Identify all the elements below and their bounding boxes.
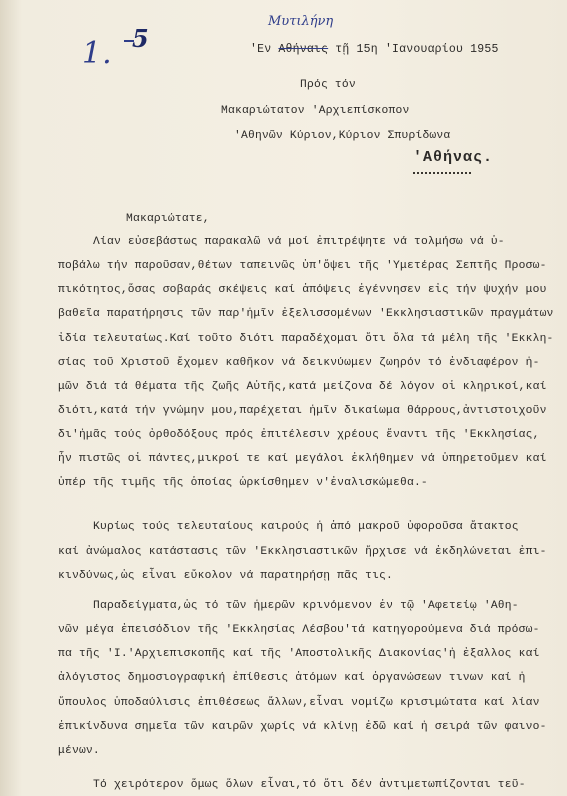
- body-line: ἰδία τελευταίως.Καί τοῦτο διότι παραδέχομαι ὅτι ὅλα τά μέλη τῆς 'Εκκλη-: [58, 333, 554, 345]
- body-line: Παραδείγματα,ὡς τό τῶν ἡμερῶν κρινόμενον ἐν τῷ 'Αφετείῳ 'Αθη-: [93, 600, 519, 612]
- body-line: διότι,κατά τήν γνώμην μου,παρέχεται ἡμῖν δικαίωμα θάρρους,ἀντιστοιχοῦν: [58, 405, 547, 417]
- recipient-city: 'Αθήνας.: [413, 149, 494, 166]
- body-line: ἐπικίνδυνα σημεῖα τῶν καιρῶν χωρίς νά κλίνῃ ἐδῶ καί ἡ σειρά τῶν φαινο-: [58, 721, 547, 733]
- recipient-line-2: Μακαριώτατον 'Αρχιεπίσκοπον: [221, 105, 410, 117]
- struck-place: Αθήναις: [278, 43, 329, 56]
- body-line: μῶν διά τά θέματα τῆς ζωῆς Αὐτῆς,κατά μείζονα δέ λόγον οἱ κληρικοί,καί: [58, 381, 547, 393]
- body-line: ἀλόγιστος δημοσιογραφική ἐπίθεσις ἀτόμων καί ὀργανώσεων τινων καί ἡ: [58, 672, 526, 684]
- folio-number: 1.: [82, 36, 113, 71]
- body-line: πικότητος,ὅσας σοβαράς σκέψεις καί ἀπόψεις ἐγέννησεν εἰς τήν ψυχήν μου: [58, 284, 547, 296]
- recipient-line-3: 'Αθηνῶν Κύριον,Κύριον Σπυρίδωνα: [234, 130, 451, 142]
- body-line: κινδύνως,ὡς εἶναι εὔκολον νά παρατηρήσῃ πᾶς τις.: [58, 570, 394, 582]
- recipient-line-1: Πρός τόν: [300, 79, 356, 91]
- body-line: δι'ἡμᾶς τούς ὀρθοδόξους πρός ἐπιτέλεσιν χρέους ἔναντι τῆς 'Εκκλησίας,: [58, 429, 540, 441]
- body-line: βαθεῖα παρατήρησις τῶν παρ'ἡμῖν ἐξελισσομένων 'Εκκλησιαστικῶν πραγμάτων: [58, 308, 554, 320]
- salutation: Μακαριώτατε,: [126, 213, 210, 225]
- body-line: Λίαν εὐσεβάστως παρακαλῶ νά μοί ἐπιτρέψητε νά τολμήσω νά ὑ-: [93, 236, 505, 248]
- body-line: Κυρίως τούς τελευταίους καιρούς ἡ ἀπό μακροῦ ὑφοροῦσα ἄτακτος: [93, 521, 519, 533]
- body-line: καί ἀνώμαλος κατάστασις τῶν 'Εκκλησιαστικῶν ἤρχισε νά ἐκδηλώνεται ἐπι-: [58, 546, 547, 558]
- body-line: πα τῆς 'Ι.'Αρχιεπισκοπῆς καί τῆς 'Αποστολικῆς Διακονίας'ἡ ἐξαλλος καί: [58, 648, 540, 660]
- body-line: ὕπουλος ὑποδαύλισις ἐπιθέσεως ἄλλων,εἶναι νομίζω κρισιμώτατα καί λίαν: [58, 697, 540, 709]
- body-line: μένων.: [58, 745, 100, 757]
- body-line: νῶν μέγα ἐπεισόδιον τῆς 'Εκκλησίας Λέσβου'τά κατηγορούμενα διά πρόσω-: [58, 624, 540, 636]
- body-line: σίας τοῦ Χριστοῦ ἔχομεν καθῆκον νά δεικνύωμεν ζωηρόν τό ἐνδιαφέρον ἡ-: [58, 357, 540, 369]
- folio-page-number: 5: [132, 24, 149, 53]
- body-line: ὑπέρ τῆς τιμῆς τῆς ὁποίας ὡρκίσθημεν ν'ἐναλισκώμεθα.-: [58, 477, 428, 489]
- body-line: Τό χειρότερον ὅμως ὅλων εἶναι,τό ὅτι δέν ἀντιμετωπίζονται τεῦ-: [93, 779, 526, 791]
- place-correction: Μυτιλήνη: [268, 14, 334, 29]
- date-line: [250, 43, 499, 56]
- body-line: ποβάλω τήν παροῦσαν,θέτων ταπεινῶς ὑπ'ὄψει τῆς 'Υμετέρας Σεπτῆς Προσω-: [58, 260, 547, 272]
- date-text: τῇ 15η 'Ιανουαρίου 1955: [335, 43, 499, 56]
- body-line: ἧν πιστῶς οἱ πάντες,μικροί τε καί μεγάλοι ἐκλήθημεν νά ὑπηρετοῦμεν καί: [58, 453, 547, 465]
- city-underline: [413, 172, 471, 174]
- date-prefix: 'Εν: [250, 43, 272, 56]
